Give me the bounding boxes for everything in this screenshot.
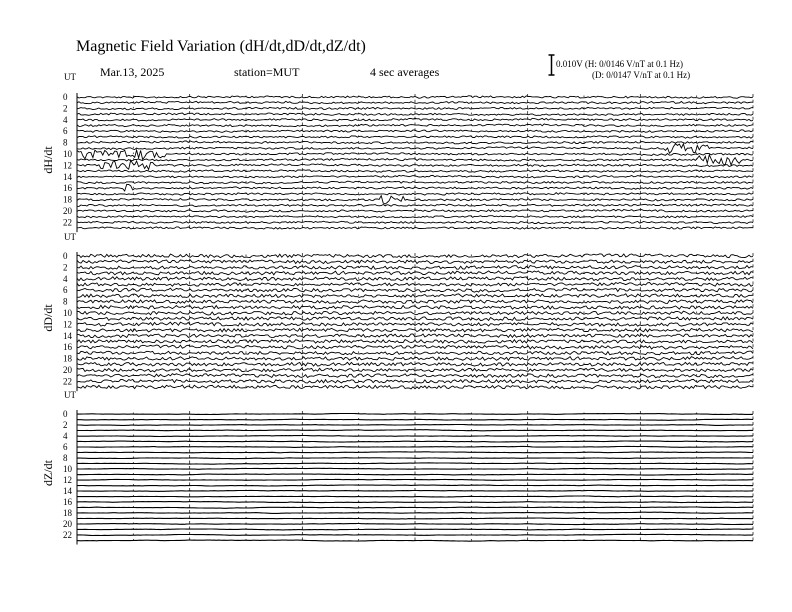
hour-tick-label: 18: [63, 194, 72, 205]
panel-dZ-dt: [41, 390, 753, 545]
averaging-label: 4 sec averages: [370, 65, 440, 79]
panel-dH-dt: [41, 72, 753, 232]
chart-title: Magnetic Field Variation (dH/dt,dD/dt,dZ/dt): [76, 38, 366, 55]
hour-tick-label: 14: [63, 486, 72, 496]
minute-ticks: [77, 327, 753, 330]
hour-tick-label: 20: [63, 206, 72, 216]
hour-tick-label: 18: [63, 508, 72, 518]
hour-tick-label: 8: [63, 137, 68, 148]
ut-axis-label: UT: [64, 232, 76, 242]
hour-tick-label: 16: [63, 183, 72, 194]
date-label: Mar.13, 2025: [100, 65, 165, 79]
minute-ticks: [77, 168, 753, 171]
hour-tick-label: 14: [63, 171, 72, 182]
hour-tick-label: 14: [63, 330, 72, 341]
y-axis-label: dZ/dt: [41, 460, 55, 486]
minute-ticks: [77, 472, 753, 475]
hour-tick-label: 16: [63, 497, 72, 507]
hour-tick-label: 0: [63, 251, 68, 261]
minute-ticks: [77, 321, 753, 324]
hour-tick-label: 6: [63, 126, 68, 137]
minute-ticks: [77, 417, 753, 420]
minute-ticks: [77, 208, 753, 211]
minute-ticks: [77, 197, 753, 200]
hour-tick-label: 22: [63, 217, 72, 228]
hour-tick-label: 6: [63, 442, 68, 452]
ut-axis-label: UT: [64, 390, 76, 400]
hour-tick-label: 8: [63, 296, 68, 307]
hour-tick-label: 2: [63, 262, 68, 273]
minute-ticks: [77, 378, 753, 381]
hour-tick-label: 0: [63, 409, 68, 419]
hour-tick-label: 4: [63, 431, 68, 441]
hour-tick-label: 12: [63, 475, 72, 485]
hour-tick-label: 8: [63, 453, 68, 463]
ut-axis-label: UT: [64, 72, 76, 82]
y-axis-label: dH/dt: [41, 146, 55, 174]
station-label: station=MUT: [234, 65, 300, 79]
hour-tick-label: 4: [63, 114, 68, 125]
minute-ticks: [77, 128, 753, 131]
panel-dD-dt: [41, 232, 753, 391]
hour-tick-label: 4: [63, 273, 68, 284]
minute-ticks: [77, 94, 753, 97]
hour-tick-label: 2: [63, 420, 68, 430]
hour-tick-label: 10: [63, 149, 72, 159]
minute-ticks: [77, 339, 753, 342]
hour-tick-label: 10: [63, 464, 72, 474]
hour-tick-label: 6: [63, 285, 68, 296]
minute-ticks: [77, 455, 753, 458]
hour-tick-label: 12: [63, 160, 72, 171]
scale-value-label: 0.010V (H: 0/0146 V/nT at 0.1 Hz): [556, 59, 683, 69]
y-axis-label: dD/dt: [41, 304, 55, 332]
minute-ticks: [77, 151, 753, 154]
minute-ticks: [77, 276, 753, 279]
scale-d-label: (D: 0/0147 V/nT at 0.1 Hz): [592, 70, 691, 80]
hour-tick-label: 18: [63, 353, 72, 364]
minute-ticks: [77, 344, 753, 347]
hour-tick-label: 16: [63, 342, 72, 353]
hour-tick-label: 0: [63, 92, 68, 102]
hour-tick-label: 12: [63, 319, 72, 330]
minute-ticks: [77, 264, 753, 267]
hour-tick-label: 22: [63, 376, 72, 387]
minute-ticks: [77, 191, 753, 194]
hour-tick-label: 22: [63, 530, 72, 540]
hour-tick-label: 2: [63, 103, 68, 114]
minute-ticks: [77, 105, 753, 108]
hour-tick-label: 10: [63, 308, 72, 318]
hour-tick-label: 20: [63, 365, 72, 375]
hour-tick-label: 20: [63, 519, 72, 529]
minute-ticks: [77, 185, 753, 188]
